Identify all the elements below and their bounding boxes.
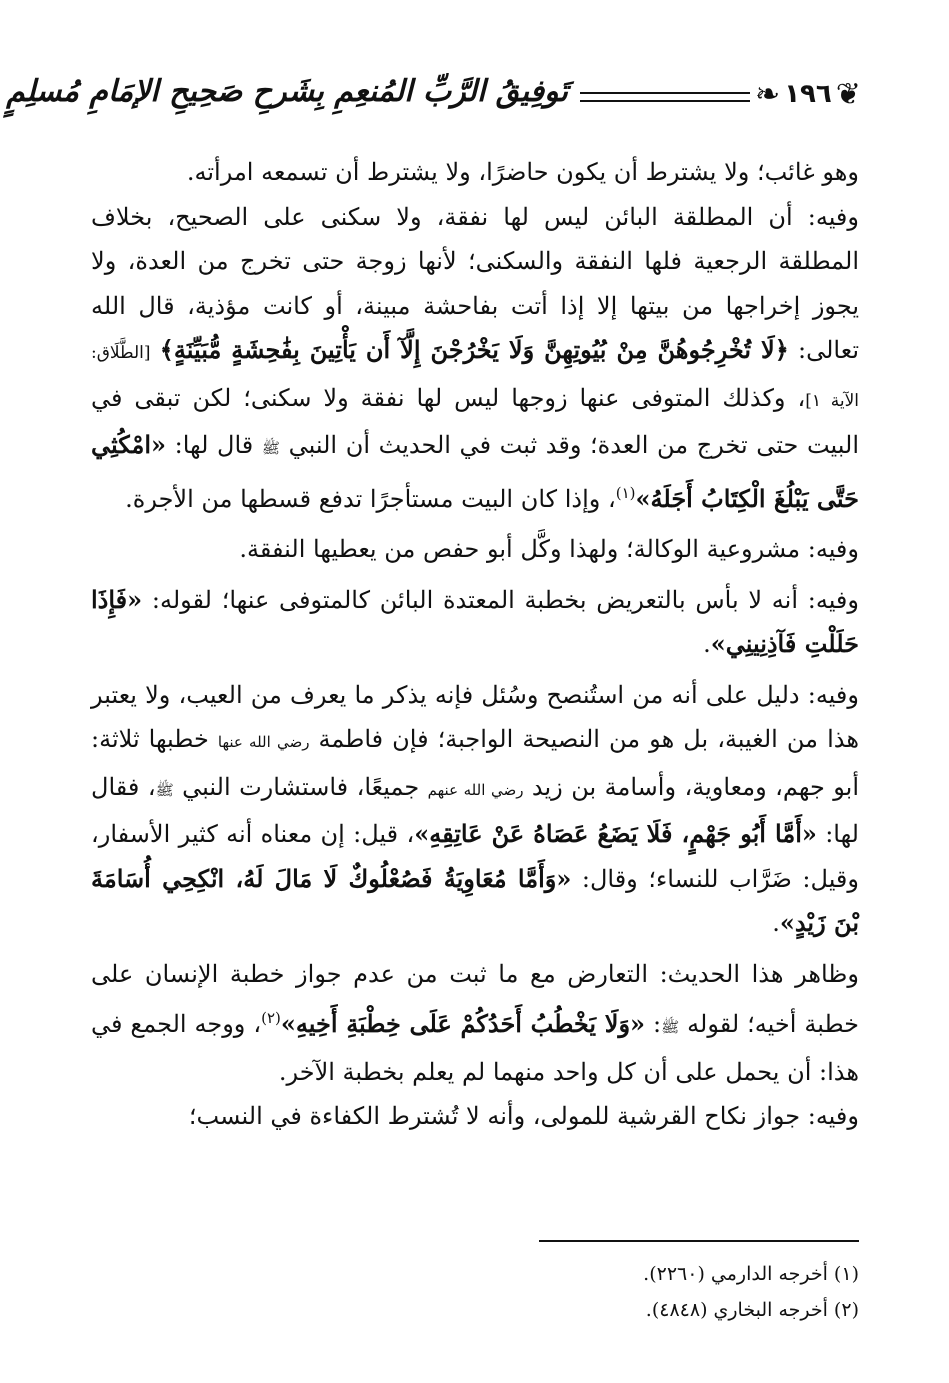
p2-text-a: وفيه: أن المطلقة البائن ليس لها نفقة، ولا سكنى على الصحيح، بخلاف المطلقة الرجعية فلها النفقة والسكنى؛ لأنها زوجة حتى تخرج من العدة، ولا يجوز إخراجها من بيتها إلا إذا أتت بفاحشة مبينة، أو كانت مؤذية، قال الله تعالى: xyxy=(91,202,859,364)
p6-text-a: وظاهر هذا الحديث: التعارض مع ما ثبت من عدم جواز خطبة الإنسان على خطبة أخيه؛ لقوله xyxy=(91,959,859,1038)
p2-text-b: ، وكذلك المتوفى عنها زوجها ليس لها نفقة ولا سكنى؛ لكن تبقى في البيت حتى تخرج من العدة؛ وقد ثبت في الحديث أن النبي xyxy=(91,383,860,459)
footnotes xyxy=(91,1256,859,1328)
footnote-2: (٢) أخرجه البخاري (٤٨٤٨). xyxy=(645,1299,859,1321)
hadith-quote-2: «فَإِذَا حَلَلْتِ فَآذِنِينِي» xyxy=(91,584,859,658)
p6-text-c: ، ووجه الجمع في هذا: أن يحمل على أن كل واحد منهما لم يعلم بخطبة الآخر. xyxy=(91,1010,859,1086)
hadith-quote-3: «أَمَّا أَبُو جَهْمٍ، فَلَا يَضَعُ عَصَاهُ عَنْ عَاتِقِهِ» xyxy=(414,819,817,848)
salawat-icon: ﷺ xyxy=(661,1018,680,1036)
p5-text-e: ، قيل: إن معناه أنه كثير الأسفار، وقيل: ضَرَّاب للنساء؛ وقال: xyxy=(91,820,859,893)
hadith-quote-4: «وَأَمَّا مُعَاوِيَةُ فَصُعْلُوكٌ لَا مَالَ لَهُ، انْكِحِي أُسَامَةَ بْنَ زَيْدٍ» xyxy=(91,863,859,937)
radiallah-anha-icon: رضي الله عنها xyxy=(217,733,310,751)
paragraph-7: وفيه: جواز نكاح القرشية للمولى، وأنه لا تُشترط الكفاءة في النسب؛ xyxy=(188,1102,859,1130)
p5-text-a: وفيه: دليل على أنه من استُنصح وسُئل فإنه يذكر ما يعرف من العيب، ولا يعتبر هذا من الغيبة، بل هو من النصيحة الواجبة؛ فإن فاطمة xyxy=(91,680,859,753)
paragraph-5 xyxy=(91,673,859,946)
page-header xyxy=(6,62,861,132)
footnote-divider xyxy=(539,1240,859,1242)
p4-text-b: . xyxy=(703,630,711,658)
page-number-ornament xyxy=(755,70,861,118)
p2-text-d: ، وإذا كان البيت مستأجرًا تدفع قسطها من الأجرة. xyxy=(125,484,616,513)
p6-text-b: : xyxy=(645,1010,662,1038)
salawat-icon: ﷺ xyxy=(155,780,174,799)
footnote-marker-2[interactable]: (٢) xyxy=(261,1009,281,1027)
paragraph-3: وفيه: مشروعية الوكالة؛ ولهذا وكَّل أبو حفص من يعطيها النفقة. xyxy=(239,535,859,563)
p2-text-c: قال لها: xyxy=(166,431,262,459)
main-text xyxy=(91,150,859,1139)
paragraph-2 xyxy=(91,195,859,522)
hadith-quote-1: «امْكُثِي حَتَّى يَبْلُغَ الْكِتَابُ أَجَلَهُ» xyxy=(91,430,859,513)
paragraph-4 xyxy=(91,578,859,667)
p5-text-b: خطبها ثلاثة: أبو جهم، ومعاوية، وأسامة بن زيد xyxy=(91,725,859,801)
footnote-1: (١) أخرجه الدارمي (٢٢٦٠). xyxy=(643,1263,859,1285)
p4-text-a: وفيه: أنه لا بأس بالتعريض بخطبة المعتدة البائن كالمتوفى عنها؛ لقوله: xyxy=(142,585,859,614)
salawat-icon: ﷺ xyxy=(261,439,281,457)
p5-text-c: جميعًا، فاستشارت النبي xyxy=(173,772,428,801)
header-divider xyxy=(580,92,750,102)
footnote-marker-1[interactable]: (١) xyxy=(615,483,636,502)
ornament-left-icon: ❧ xyxy=(755,76,781,112)
paragraph-1: وهو غائب؛ ولا يشترط أن يكون حاضرًا، ولا يشترط أن تسمعه امرأته. xyxy=(186,158,859,186)
quran-verse: ﴿لَا تُخْرِجُوهُنَّ مِنْ بُيُوتِهِنَّ وَلَا يَخْرُجْنَ إِلَّآ أَن يَأْتِينَ بِفَٰحِشَةٍ مُّبَيِّنَةٍ﴾ xyxy=(159,335,789,364)
page-number: ١٩٦ xyxy=(784,79,832,109)
ornament-right-icon: ❦ xyxy=(835,76,861,112)
book-title: تَوفِيقُ الرَّبِّ المُنعِمِ بِشَرحِ صَحِيحِ الإمَامِ مُسلِمٍ xyxy=(6,74,568,109)
verse-reference: [الطَّلَاق: الآية ١] xyxy=(91,343,859,411)
paragraph-6 xyxy=(91,952,859,1095)
radiallah-anhum-icon: رضي الله عنهم xyxy=(427,780,524,799)
hadith-quote-5: «وَلَا يَخْطُبُ أَحَدُكُمْ عَلَى خِطْبَةِ أَخِيهِ» xyxy=(280,1009,646,1038)
p5-text-f: . xyxy=(772,909,780,937)
p5-text-d: ، فقال لها: xyxy=(91,772,859,848)
